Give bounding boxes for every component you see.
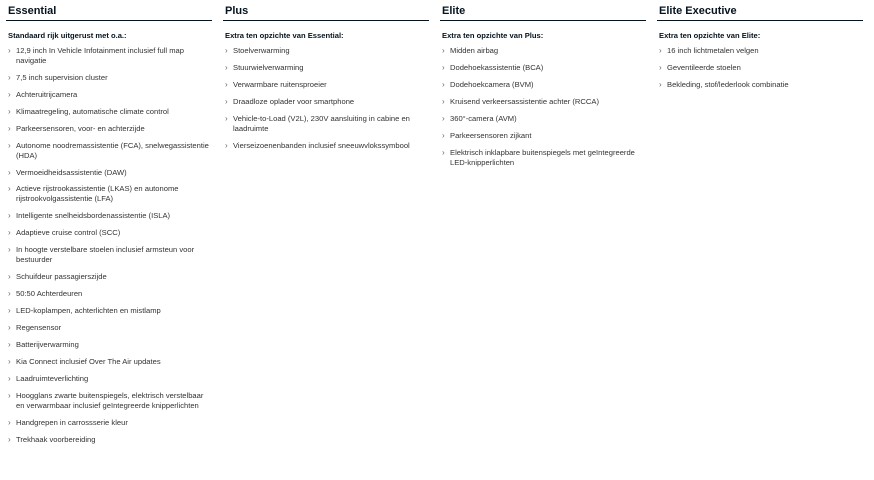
feature-text: 360°-camera (AVM) bbox=[450, 113, 517, 123]
feature-text: Kia Connect inclusief Over The Air updates bbox=[16, 356, 161, 366]
feature-text: Vehicle-to-Load (V2L), 230V aansluiting in cabine en laadruimte bbox=[233, 113, 410, 133]
feature-item bbox=[441, 46, 646, 56]
feature-item bbox=[224, 114, 429, 134]
chevron-right-icon: › bbox=[8, 184, 11, 194]
feature-text: Schuifdeur passagierszijde bbox=[16, 272, 107, 282]
feature-text: In hoogte verstelbare stoelen inclusief armsteun voor bestuurder bbox=[16, 245, 195, 265]
chevron-right-icon: › bbox=[225, 113, 228, 123]
column-intro: Extra ten opzichte van Plus: bbox=[442, 31, 544, 40]
column-essential bbox=[6, 0, 212, 452]
feature-item bbox=[7, 340, 212, 350]
feature-text: LED-koplampen, achterlichten en mistlamp bbox=[16, 305, 161, 315]
chevron-right-icon: › bbox=[659, 62, 662, 72]
feature-text: Kruisend verkeersassistentie achter (RCCA) bbox=[450, 96, 599, 106]
feature-text: 7,5 inch supervision cluster bbox=[16, 72, 108, 82]
chevron-right-icon: › bbox=[8, 140, 11, 150]
feature-text: Parkeersensoren zijkant bbox=[450, 130, 532, 140]
feature-text: 50:50 Achterdeuren bbox=[16, 289, 83, 298]
feature-item bbox=[441, 97, 646, 107]
chevron-right-icon: › bbox=[8, 434, 11, 444]
chevron-right-icon: › bbox=[8, 245, 11, 255]
feature-item bbox=[441, 148, 646, 168]
chevron-right-icon: › bbox=[8, 373, 11, 383]
feature-text: Klimaatregeling, automatische climate control bbox=[16, 106, 169, 116]
feature-list bbox=[440, 46, 646, 168]
feature-item bbox=[658, 46, 863, 56]
chevron-right-icon: › bbox=[8, 390, 11, 400]
chevron-right-icon: › bbox=[225, 96, 228, 106]
chevron-right-icon: › bbox=[8, 305, 11, 315]
feature-item bbox=[224, 97, 429, 107]
feature-text: Geventileerde stoelen bbox=[667, 62, 741, 72]
feature-text: Elektrisch inklapbare buitenspiegels met geïntegreerde LED-knipperlichten bbox=[450, 147, 635, 167]
feature-text: Dodehoekcamera (BVM) bbox=[450, 79, 534, 89]
feature-item bbox=[7, 46, 212, 66]
feature-text: Autonome noodremassistentie (FCA), snelwegassistentie (HDA) bbox=[16, 140, 209, 160]
column-intro: Standaard rijk uitgerust met o.a.: bbox=[8, 31, 127, 40]
feature-item bbox=[7, 141, 212, 161]
feature-item bbox=[441, 63, 646, 73]
chevron-right-icon: › bbox=[225, 140, 228, 150]
chevron-right-icon: › bbox=[442, 79, 445, 89]
feature-item bbox=[224, 141, 429, 151]
feature-text: Laadruimteverlichting bbox=[16, 373, 89, 383]
chevron-right-icon: › bbox=[8, 123, 11, 133]
feature-text: Handgrepen in carrossserie kleur bbox=[16, 417, 128, 427]
chevron-right-icon: › bbox=[8, 272, 11, 282]
chevron-right-icon: › bbox=[8, 228, 11, 238]
feature-item bbox=[7, 90, 212, 100]
feature-item bbox=[7, 184, 212, 204]
chevron-right-icon: › bbox=[442, 130, 445, 140]
column-elite-executive bbox=[657, 0, 863, 97]
feature-text: Dodehoekassistentie (BCA) bbox=[450, 62, 544, 72]
chevron-right-icon: › bbox=[225, 79, 228, 89]
feature-text: Bekleding, stof/lederlook combinatie bbox=[667, 79, 789, 89]
feature-item bbox=[7, 418, 212, 428]
column-elite bbox=[440, 0, 646, 175]
chevron-right-icon: › bbox=[8, 289, 11, 298]
column-title: Elite Executive bbox=[657, 0, 863, 21]
chevron-right-icon: › bbox=[8, 106, 11, 116]
feature-list bbox=[657, 46, 863, 90]
chevron-right-icon: › bbox=[8, 72, 11, 82]
feature-item bbox=[7, 289, 212, 299]
column-intro: Extra ten opzichte van Elite: bbox=[659, 31, 761, 40]
column-intro: Extra ten opzichte van Essential: bbox=[225, 31, 344, 40]
feature-text: Actieve rijstrookassistentie (LKAS) en autonome rijstrookvolgassistentie (LFA) bbox=[16, 184, 179, 204]
feature-item bbox=[7, 435, 212, 445]
chevron-right-icon: › bbox=[442, 96, 445, 106]
feature-item bbox=[7, 228, 212, 238]
feature-item bbox=[7, 391, 212, 411]
column-plus bbox=[223, 0, 429, 158]
feature-text: Parkeersensoren, voor- en achterzijde bbox=[16, 123, 145, 133]
feature-list bbox=[6, 46, 212, 444]
chevron-right-icon: › bbox=[659, 79, 662, 89]
feature-text: Trekhaak voorbereiding bbox=[16, 434, 96, 444]
feature-text: 12,9 inch In Vehicle Infotainment inclusief full map navigatie bbox=[16, 46, 185, 65]
feature-text: Stoelverwarming bbox=[233, 46, 290, 55]
feature-item bbox=[441, 131, 646, 141]
chevron-right-icon: › bbox=[8, 46, 11, 55]
feature-text: Stuurwielverwarming bbox=[233, 62, 304, 72]
feature-item bbox=[224, 80, 429, 90]
feature-text: Vierseizoenenbanden inclusief sneeuwvlokssymbool bbox=[233, 140, 410, 150]
column-title: Plus bbox=[223, 0, 429, 21]
chevron-right-icon: › bbox=[8, 356, 11, 366]
chevron-right-icon: › bbox=[442, 147, 445, 157]
feature-item bbox=[441, 80, 646, 90]
feature-item bbox=[224, 63, 429, 73]
feature-list bbox=[223, 46, 429, 151]
feature-item bbox=[7, 73, 212, 83]
feature-text: 16 inch lichtmetalen velgen bbox=[667, 46, 759, 55]
chevron-right-icon: › bbox=[442, 62, 445, 72]
chevron-right-icon: › bbox=[8, 89, 11, 99]
feature-text: Vermoeidheidsassistentie (DAW) bbox=[16, 167, 127, 177]
feature-text: Regensensor bbox=[16, 322, 62, 332]
feature-item bbox=[658, 80, 863, 90]
feature-item bbox=[7, 374, 212, 384]
chevron-right-icon: › bbox=[225, 46, 228, 55]
feature-text: Intelligente snelheidsbordenassistentie (ISLA) bbox=[16, 211, 171, 221]
feature-item bbox=[224, 46, 429, 56]
feature-text: Batterijverwarming bbox=[16, 339, 79, 349]
feature-text: Adaptieve cruise control (SCC) bbox=[16, 228, 121, 238]
feature-text: Midden airbag bbox=[450, 46, 499, 55]
chevron-right-icon: › bbox=[659, 46, 662, 55]
feature-text: Verwarmbare ruitensproeier bbox=[233, 79, 327, 89]
feature-item bbox=[7, 272, 212, 282]
feature-item bbox=[7, 168, 212, 178]
chevron-right-icon: › bbox=[8, 417, 11, 427]
feature-item bbox=[7, 211, 212, 221]
chevron-right-icon: › bbox=[8, 167, 11, 177]
chevron-right-icon: › bbox=[8, 211, 11, 221]
feature-item bbox=[658, 63, 863, 73]
feature-item bbox=[7, 124, 212, 134]
column-title: Elite bbox=[440, 0, 646, 21]
feature-item bbox=[441, 114, 646, 124]
chevron-right-icon: › bbox=[225, 62, 228, 72]
feature-item bbox=[7, 107, 212, 117]
chevron-right-icon: › bbox=[8, 322, 11, 332]
feature-item bbox=[7, 245, 212, 265]
feature-item bbox=[7, 323, 212, 333]
chevron-right-icon: › bbox=[8, 339, 11, 349]
feature-text: Achteruitrijcamera bbox=[16, 89, 78, 99]
column-title: Essential bbox=[6, 0, 212, 21]
feature-text: Hoogglans zwarte buitenspiegels, elektrisch verstelbaar en verwarmbaar inclusief geïntegreerde knipperlichten bbox=[16, 390, 204, 410]
feature-text: Draadloze oplader voor smartphone bbox=[233, 96, 355, 106]
feature-item bbox=[7, 357, 212, 367]
chevron-right-icon: › bbox=[442, 46, 445, 55]
chevron-right-icon: › bbox=[442, 113, 445, 123]
feature-item bbox=[7, 306, 212, 316]
